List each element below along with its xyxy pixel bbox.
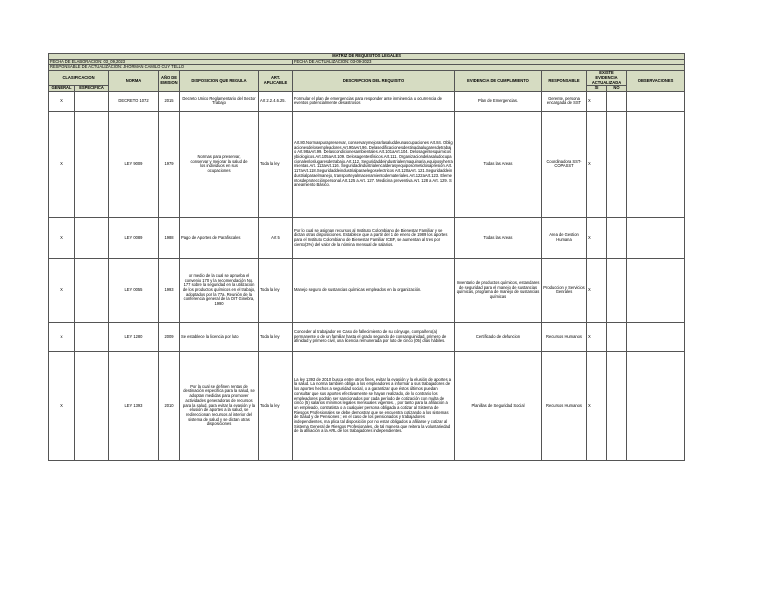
cell-general: X [49,111,75,217]
table-row [49,217,685,258]
cell-disposicion: Decreto Unico Reglamentario del Sector Trabajo [180,91,259,111]
cell-especifica [75,111,109,217]
cell-no [607,91,627,111]
cell-norma: DECRETO 1072 [109,91,159,111]
cell-art: Toda la ley [259,322,293,351]
cell-especifica [75,217,109,258]
cell-evidencia: Inventario de productos químicos, estandares de seguridad para el manejo de sustancias químicas, programa de manejo de sustancias químicas [455,258,542,322]
header-general: GENERAL [49,86,75,92]
cell-norma: LEY 1393 [109,351,159,460]
table-row [49,91,685,111]
cell-no [607,322,627,351]
cell-observaciones [627,351,685,460]
cell-norma: LEY 0055 [109,258,159,322]
cell-art: Art 2.2.4.6.25. [259,91,293,111]
cell-art: Art 5 [259,217,293,258]
cell-anio: 1993 [159,258,180,322]
cell-si: X [587,322,607,351]
table-row [49,111,685,217]
header-especifica: ESPECIFICA [75,86,109,92]
cell-especifica [75,258,109,322]
update-responsible: RESPONSABLE DE ACTUALIZACION: JHORMAN CAMILO CUY TELLO [49,65,685,71]
cell-observaciones [627,217,685,258]
cell-general: X [49,91,75,111]
header-art: ART. APLICABLE [259,71,293,92]
cell-responsable: Produccion y Servicios Genrales [542,258,587,322]
cell-si: X [587,351,607,460]
cell-no [607,351,627,460]
cell-observaciones [627,91,685,111]
header-evidencia: EVIDENCIA DE CUMPLIMIENTO [455,71,542,92]
cell-observaciones [627,258,685,322]
header-descripcion: DESCRIPCION DEL REQUISITO [293,71,455,92]
cell-responsable: Recursos Humanos [542,322,587,351]
cell-art: Toda la ley [259,111,293,217]
cell-general: X [49,351,75,460]
cell-especifica [75,351,109,460]
header-no: NO [607,86,627,92]
cell-observaciones [627,111,685,217]
cell-disposicion: Se establece la licencia por luto [180,322,259,351]
cell-evidencia: Todas las Areas [455,217,542,258]
cell-disposicion: Pago de Aportes de Parafiscales [180,217,259,258]
cell-evidencia: Todas las Areas [455,111,542,217]
cell-especifica [75,91,109,111]
cell-observaciones [627,322,685,351]
table-row [49,351,685,460]
cell-responsable: Coordinadora SST- COPASST [542,111,587,217]
cell-norma: LEY 1280 [109,322,159,351]
cell-anio: 1988 [159,217,180,258]
cell-art: Toda la ley [259,258,293,322]
update-date: FECHA DE ACTUALIZACION: 03-09-2023 [293,59,685,65]
cell-si: X [587,258,607,322]
cell-especifica [75,322,109,351]
cell-no [607,111,627,217]
cell-responsable: Area de Gestion Humana [542,217,587,258]
matrix-title: MATRIZ DE REQUISITOS LEGALES [49,54,685,60]
cell-general: X [49,258,75,322]
elaboration-date: FECHA DE ELABORACION: 03_09,2023 [49,59,293,65]
cell-disposicion: Normas para preservar, conservar y mejorar la salud de los individuos en sus ocupaciones [180,111,259,217]
header-anio: AÑO DE EMISION [159,71,180,92]
cell-norma: LEY 9009 [109,111,159,217]
cell-evidencia: Planillas de Seguridad Social [455,351,542,460]
cell-responsable: Recursos Humanos [542,351,587,460]
cell-descripcion: Conceder al trabajador en Caso de fallecimiento de su cónyuge, compañero(a) permanente o de un familiar hasta el grado segundo de consanguinidad, primero de afinidad y primero civil, una licencia remunerada por luto de cinco (05) días hábiles. [293,322,455,351]
table-row [49,322,685,351]
cell-art: Toda la ley [259,351,293,460]
cell-anio: 2009 [159,322,180,351]
cell-si: X [587,91,607,111]
header-existe-evidencia: EXISTE EVIDENCIA ACTUALIZADA [587,71,627,86]
cell-anio: 1979 [159,111,180,217]
cell-descripcion: Por lo cual se asignan recursos al Instituto Colombiano de Bienestar Familiar y se dictan otras disposiciones. Establece que a partir del 1 de enero de 1989 los aportes para el Instituto Colombiano de Bienestar Familiar ICBF, se aumentan al tres por ciento(3%) del valor de la nómina mensual de salarios. [293,217,455,258]
cell-general: X [49,217,75,258]
legal-requirements-matrix [48,53,685,461]
header-disposicion: DISPOSICION QUE REGULA [180,71,259,92]
cell-no [607,217,627,258]
cell-descripcion: Manejo seguro de sustancias químicas empleados en la organización. [293,258,455,322]
header-si: SI [587,86,607,92]
cell-descripcion: La ley 1393 de 2010 busca entre otros fines, evitar la evasión y la elusión de aportes a la salud. La norma también obliga a los empleadores a informar a sus trabajadores de los aportes hechos a seguridad social, o a garantizar que éstos últimos puedan consultar que sus aportes efectivamente se hayan realizado, de lo contrario los empleadores podrán ser sancionados por cada período de cotización con multa de cinco (5) salarios mínimos legales mensuales vigentes. , por tanto para la afiliación a un empleado, contratista o a cualquier persona obligada a cotizar al Sistema de Riesgos Profesionales se debe demostrar que se encuentra cotizando a los sistemas de Salud y de Pensiones ; en el caso de los pensionados y trabajadores independientes, ma plica tal disposición por no estar obligados a afiliarse y cotizar al Sistema General de Riesgos Profesionales, de tal manera que reitera la voluntariedad de la afiliación a la ARL de los trabajadores independientes. [293,351,455,460]
cell-anio: 2015 [159,91,180,111]
table-row [49,258,685,322]
cell-disposicion: Por la cual se definen rentas de destinación específica para la salud, se adoptan medidas para promover actividades generadoras de recursos para la salud, para evitar la evasión y la elusión de aportes a la salud, se redireccionan recursos al interior del sistema de salud y se dictan otras disposiciones [180,351,259,460]
cell-si: X [587,111,607,217]
header-responsable: RESPONSABLE [542,71,587,92]
cell-anio: 2010 [159,351,180,460]
cell-descripcion: Formular el plan de emergencias para responder ante inminencia u ocurrencia de eventos potencialmente desastrosos [293,91,455,111]
cell-descripcion: Art.80.Normaspurapreservar, conservarymejorarlasaluddeunascupaciones Art.84. Obligacionesdelosempleadores Art.90aArt.96. Delasedificacionesdestinadaalugaresdetrabajo Art.98aArt.99. Delascondicionesambientales.Art.101aArt.104. Delosagentesquimicosybiologicos.Art.105aArt.109. Delosagentesfisicos.Art.111. Organizaciondelasaludocupacionalenloslugaresdetrabajo.Art.112. Seguridaddeindustrialenmaquinaria,equiposyherramientas.Art. 113aArt.116. Seguridadindustrialencalderasyequiposometidosapresión.Art. 117aArt.118.Seguridaddeindustrialparaelegoselectricos Art.120aArt. 121.Seguridaddeindustrialparaelmanejo, transporteyalmacenamientodemateriales.Art.122aArt.123. Elementosdeprotecciónpersonal.Art.125 a Art. 127. Medicina preventiva.Art. 128 a Art. 129. Saneamiento Básico. [293,111,455,217]
header-clasificacion: CLASIFICACION [49,71,109,86]
cell-evidencia: Plan de Emergencias. [455,91,542,111]
cell-responsable: Gerente, persona encargada de SST [542,91,587,111]
cell-norma: LEY 0089 [109,217,159,258]
cell-disposicion: or medio de la cual se aprueba el convenio 170 y la recomendación No. 177 sobre la seguridad en la utilización de los productos químicos en el trabajo, adoptados por la 77a. Reunión de la conferencia general de la OIT Ginebra, 1990 [180,258,259,322]
header-norma: NORMA [109,71,159,92]
cell-evidencia: Certificado de defuncion [455,322,542,351]
header-observaciones: OBSERVACIONES [627,71,685,92]
cell-general: x [49,322,75,351]
cell-no [607,258,627,322]
cell-si: X [587,217,607,258]
